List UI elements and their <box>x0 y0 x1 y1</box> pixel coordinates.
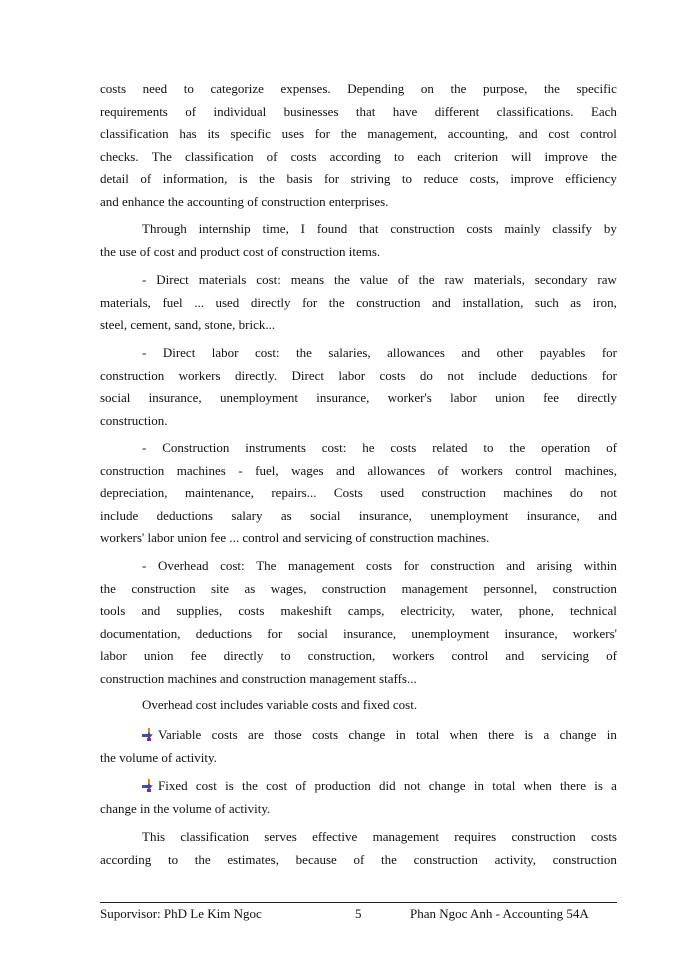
text-line: construction machines and construction management staffs... <box>100 670 417 686</box>
text-line: include deductions salary as social insurance, unemployment insurance, and <box>100 507 617 523</box>
text-line: - Overhead cost: The management costs for construction and arising within <box>142 558 617 573</box>
text-line: requirements of individual businesses that have different classifications. Each <box>100 103 617 119</box>
text-line: and enhance the accounting of construction enterprises. <box>100 193 389 209</box>
text-line: Overhead cost includes variable costs and fixed cost. <box>142 697 418 712</box>
text-line: according to the estimates, because of the construction activity, construction <box>100 851 617 867</box>
text-line: steel, cement, sand, stone, brick... <box>100 317 276 333</box>
text-line: classification has its specific uses for the management, accounting, and cost control <box>100 126 617 142</box>
text-line: tools and supplies, costs makeshift camps, electricity, water, phone, technical <box>100 603 617 619</box>
text-line: social insurance, unemployment insurance, worker's labor union fee directly <box>100 390 617 406</box>
paragraph-p1 <box>100 78 617 214</box>
text-line: - Direct labor cost: the salaries, allowances and other payables for <box>142 345 617 360</box>
paragraph-p6 <box>100 555 617 691</box>
text-line: checks. The classification of costs according to each criterion will improve the <box>100 148 617 164</box>
footer-supervisor: Suporvisor: PhD Le Kim Ngoc <box>100 906 262 921</box>
text-line: construction workers directly. Direct labor costs do not include deductions for <box>100 367 617 383</box>
text-line: - Construction instruments cost: he costs related to the operation of <box>142 440 617 455</box>
paragraph-p10 <box>100 826 617 871</box>
paragraph-p2 <box>100 218 617 263</box>
pointer-bullet-icon <box>142 728 155 741</box>
text-line: This classification serves effective management requires construction costs <box>142 829 617 844</box>
text-line: change in the volume of activity. <box>100 800 271 816</box>
paragraph-p9 <box>100 775 617 820</box>
paragraph-p4 <box>100 342 617 432</box>
text-line: the volume of activity. <box>100 749 217 765</box>
pointer-bullet-icon <box>142 779 155 792</box>
paragraph-p7 <box>100 694 617 717</box>
text-line: construction. <box>100 412 168 428</box>
footer-divider <box>100 902 617 903</box>
text-line: documentation, deductions for social insurance, unemployment insurance, workers' <box>100 625 617 641</box>
text-line: labor union fee directly to construction, workers control and servicing of <box>100 648 617 664</box>
text-line: detail of information, is the basis for striving to reduce costs, improve efficiency <box>100 171 617 187</box>
text-line: Variable costs are those costs change in total when there is a change in <box>100 724 617 747</box>
text-line: - Direct materials cost: means the value of the raw materials, secondary raw <box>142 272 617 287</box>
text-line: costs need to categorize expenses. Depending on the purpose, the specific <box>100 81 617 96</box>
text-line: the construction site as wages, construction management personnel, construction <box>100 580 617 596</box>
text-line: materials, fuel ... used directly for the construction and installation, such as iron, <box>100 294 617 310</box>
text-line: Through internship time, I found that construction costs mainly classify by <box>142 221 617 236</box>
text-line: workers' labor union fee ... control and servicing of construction machines. <box>100 530 490 546</box>
text-line: construction machines - fuel, wages and allowances of workers control machines, <box>100 462 617 478</box>
text-line: Fixed cost is the cost of production did not change in total when there is a <box>100 775 617 798</box>
text-line: the use of cost and product cost of construction items. <box>100 243 381 259</box>
page-number: 5 <box>355 906 362 921</box>
text-line: depreciation, maintenance, repairs... Costs used construction machines do not <box>100 485 617 501</box>
paragraph-p5 <box>100 437 617 550</box>
paragraph-p8 <box>100 724 617 769</box>
paragraph-p3 <box>100 269 617 337</box>
footer-author: Phan Ngoc Anh - Accounting 54A <box>410 906 589 921</box>
